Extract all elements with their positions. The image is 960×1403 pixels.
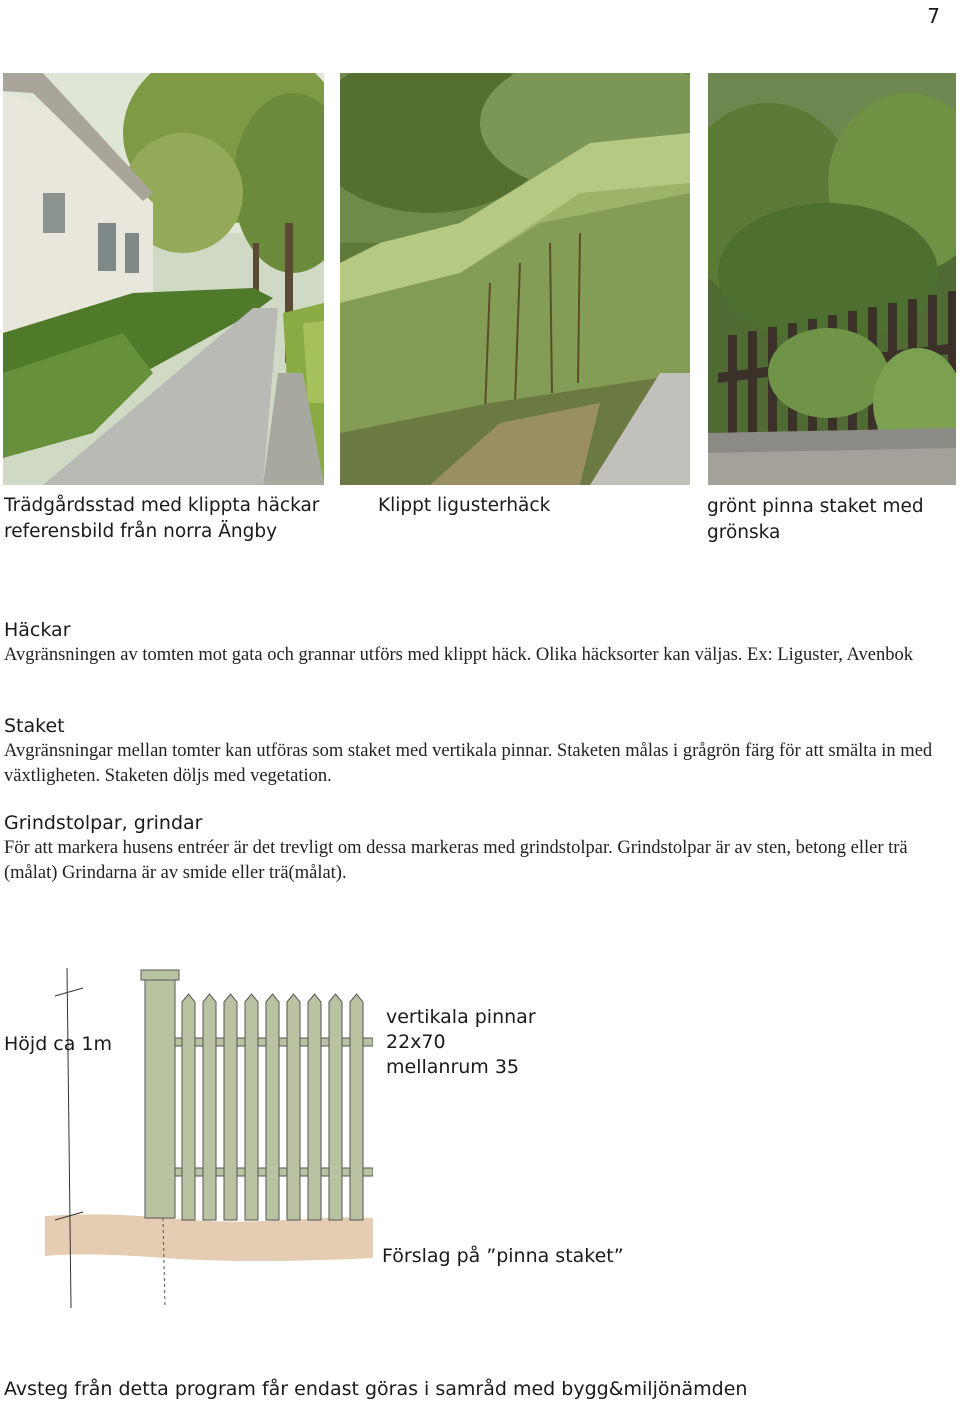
height-label: Höjd ca 1m [4,1033,113,1055]
caption-line: grönska [707,522,781,543]
picket-fence-drawing [45,928,373,1308]
caption-line: Klippt ligusterhäck [378,495,551,516]
fence-picket [329,994,342,1220]
section-text: För att markera husens entréer är det trevligt om dessa markeras med grindstolpar. Grindstolpar är av sten, betong eller trä (målat) Grindarna är av smide eller trä(målat). [4,838,908,883]
picket-spec [386,1005,536,1080]
section-hackar [4,617,944,668]
caption-line: grönt pinna staket med [707,496,924,517]
photo-caption-picket-fence [707,494,924,546]
picket-fence-greenery-photo [708,73,956,485]
fence-picket [224,994,237,1220]
fence-picket [350,994,363,1220]
caption-line: Trädgårdsstad med klippta häckar [4,495,320,516]
fence-picket [245,994,258,1220]
spec-line: mellanrum 35 [386,1056,520,1078]
fence-picket [266,994,279,1220]
fence-picket [287,994,300,1220]
caption-line: referensbild från norra Ängby [4,521,278,542]
fence-picket [308,994,321,1220]
section-text: Avgränsningen av tomten mot gata och grannar utförs med klippt häck. Olika häcksorter kan väljas. Ex: Liguster, Avenbok [4,645,913,665]
spec-line: 22x70 [386,1031,446,1053]
photo-caption-privet-hedge [378,493,550,519]
proposal-label: Förslag på ”pinna staket” [382,1245,624,1267]
footer-note: Avsteg från detta program får endast göras i samråd med bygg&miljönämden [4,1378,748,1400]
section-heading: Häckar [4,619,71,641]
fence-picket [182,994,195,1220]
section-heading: Grindstolpar, grindar [4,812,203,834]
section-staket [4,713,944,789]
fence-picket [203,994,216,1220]
photo-caption-street-hedges [4,493,319,545]
spec-line: vertikala pinnar [386,1006,536,1028]
fence-pickets [182,994,363,1220]
section-text: Avgränsningar mellan tomter kan utföras som staket med vertikala pinnar. Staketen målas i grågrön färg för att smälta in med växtligheten. Staketen döljs med vegetation. [4,741,933,786]
section-heading: Staket [4,715,65,737]
privet-hedge-photo [340,73,690,485]
section-grindstolpar [4,810,944,886]
street-hedge-photo [3,73,324,485]
page-number: 7 [927,4,940,28]
